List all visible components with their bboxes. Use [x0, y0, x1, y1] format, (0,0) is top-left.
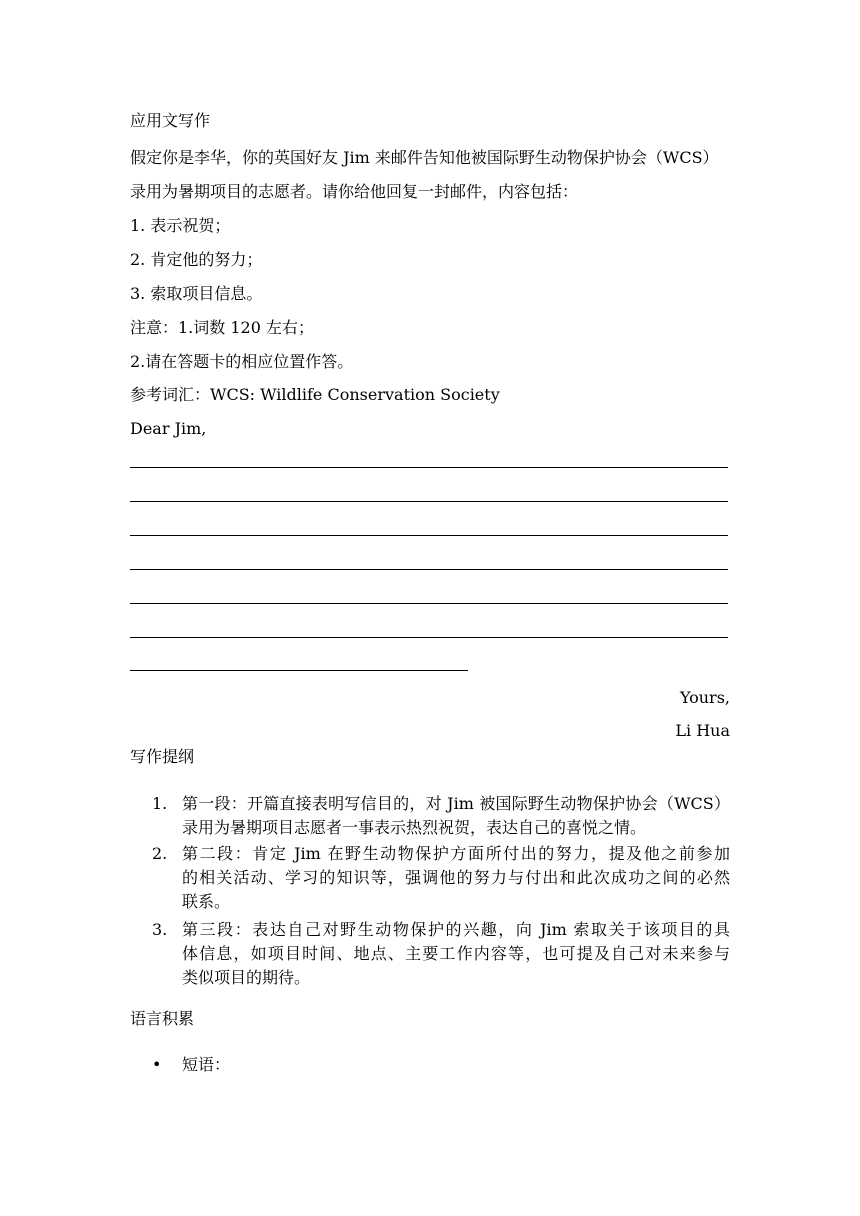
outline-text-line: 第二段：肯定 Jim 在野生动物保护方面所付出的努力，提及他之前参加: [182, 844, 730, 863]
answer-line: [130, 569, 728, 570]
language-heading: 语言积累: [130, 1009, 195, 1028]
outline-item-1: [130, 792, 730, 840]
outline-item-text: [182, 792, 730, 840]
outline-item-text: [182, 842, 730, 914]
answer-line-short: [130, 670, 468, 671]
answer-line: [130, 603, 728, 604]
task-point-3: 3. 索取项目信息。: [130, 284, 263, 303]
answer-line: [130, 637, 728, 638]
outline-item-text: [182, 918, 730, 990]
outline-item-number: 2.: [152, 844, 168, 863]
answer-line: [130, 467, 728, 468]
letter-salutation: Dear Jim,: [130, 419, 207, 438]
note-answer-location: 2.请在答题卡的相应位置作答。: [130, 352, 354, 371]
outline-text-line: 第一段：开篇直接表明写信目的，对 Jim 被国际野生动物保护协会（WCS）: [182, 794, 730, 813]
outline-item-number: 3.: [152, 920, 168, 939]
answer-line: [130, 501, 728, 502]
bullet-icon: •: [152, 1055, 162, 1074]
note-word-count: 注意：1.词数 120 左右；: [130, 318, 314, 337]
outline-text-line: 联系。: [182, 892, 231, 911]
letter-signature: Li Hua: [675, 721, 730, 740]
reference-vocabulary: 参考词汇：WCS: Wildlife Conservation Society: [130, 385, 500, 404]
outline-text-line: 第三段：表达自己对野生动物保护的兴趣，向 Jim 索取关于该项目的具: [182, 920, 730, 939]
outline-item-2: [130, 842, 730, 914]
outline-text-line: 类似项目的期待。: [182, 968, 311, 987]
letter-closing: Yours,: [679, 688, 730, 707]
outline-text-line: 录用为暑期项目志愿者一事表示热烈祝贺，表达自己的喜悦之情。: [182, 818, 647, 837]
page-title: 应用文写作: [130, 111, 211, 130]
task-line-2: 录用为暑期项目的志愿者。请你给他回复一封邮件，内容包括：: [130, 182, 579, 201]
task-point-2: 2. 肯定他的努力；: [130, 250, 263, 269]
outline-item-number: 1.: [152, 794, 168, 813]
task-point-1: 1. 表示祝贺；: [130, 216, 231, 235]
outline-text-line: 的相关活动、学习的知识等，强调他的努力与付出和此次成功之间的必然: [182, 868, 730, 887]
task-line-1: 假定你是李华，你的英国好友 Jim 来邮件告知他被国际野生动物保护协会（WCS）: [130, 148, 719, 167]
phrases-label: 短语：: [182, 1055, 231, 1074]
outline-heading: 写作提纲: [130, 747, 195, 766]
answer-line: [130, 535, 728, 536]
outline-text-line: 体信息，如项目时间、地点、主要工作内容等，也可提及自己对未来参与: [182, 944, 730, 963]
outline-item-3: [130, 918, 730, 990]
